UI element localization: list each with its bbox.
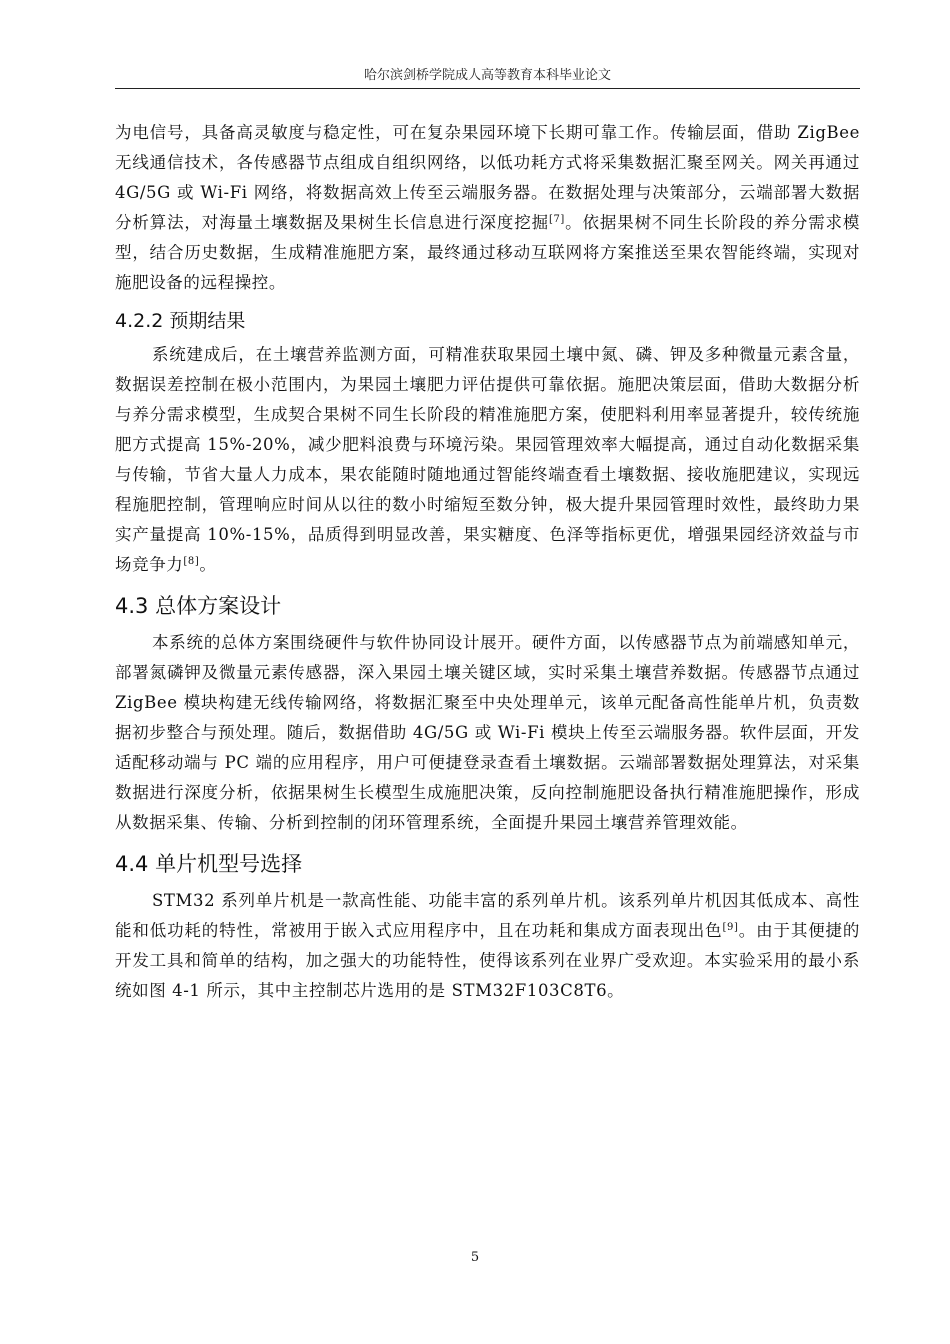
paragraph-continued	[115, 118, 860, 298]
citation-8: [8]	[183, 556, 200, 567]
heading-4-2-2: 4.2.2 预期结果	[115, 310, 246, 332]
paragraph-text: 。	[199, 555, 217, 574]
page-number: 5	[470, 1250, 480, 1265]
paragraph-text: 。依据果树不同生长阶段的养分需求模型，结合历史数据，生成精准施肥方案，最终通过移动互联网将方案推送至果农智能终端，实现对施肥设备的远程操控。	[115, 213, 861, 292]
heading-4-4: 4.4 单片机型号选择	[115, 852, 303, 876]
paragraph-text: STM32 系列单片机是一款高性能、功能丰富的系列单片机。该系列单片机因其低成本、高性能和低功耗的特性，常被用于嵌入式应用程序中，且在功耗和集成方面表现出色	[115, 891, 860, 940]
running-header: 哈尔滨剑桥学院成人高等教育本科毕业论文	[363, 68, 611, 83]
paragraph-mcu-selection	[115, 886, 860, 1006]
paragraph-overall-design: 本系统的总体方案围绕硬件与软件协同设计展开。硬件方面，以传感器节点为前端感知单元，部署氮磷钾及微量元素传感器，深入果园土壤关键区域，实时采集土壤营养数据。传感器节点通过 ZigBee 模块构建无线传输网络，将数据汇聚至中央处理单元，该单元配备高性能单片机，负责数据初步整合与预处理。随后，数据借助 4G/5G 或 Wi-Fi 模块上传至云端服务器。软件层面，开发适配移动端与 PC 端的应用程序，用户可便捷登录查看土壤数据。云端部署数据处理算法，对采集数据进行深度分析，依据果树生长模型生成施肥决策，反向控制施肥设备执行精准施肥操作，形成从数据采集、传输、分析到控制的闭环管理系统，全面提升果园土壤营养管理效能。	[115, 633, 860, 832]
page-body	[115, 118, 860, 1006]
paragraph-text: 为电信号，具备高灵敏度与稳定性，可在复杂果园环境下长期可靠工作。传输层面，借助 ZigBee 无线通信技术，各传感器节点组成自组织网络，以低功耗方式将采集数据汇聚至网关。网关再通过 4G/5G 或 Wi-Fi 网络，将数据高效上传至云端服务器。在数据处理与决策部分，云端部署大数据分析算法，对海量土壤数据及果树生长信息进行深度挖掘	[115, 123, 860, 232]
paragraph-text: 。由于其便捷的开发工具和简单的结构，加之强大的功能特性，使得该系列在业界广受欢迎。本实验采用的最小系统如图 4-1 所示，其中主控制芯片选用的是 STM32F103C8T6。	[115, 921, 861, 1000]
header-rule	[115, 88, 860, 89]
paragraph-expected-results	[115, 340, 860, 580]
heading-4-3: 4.3 总体方案设计	[115, 594, 282, 618]
citation-7: [7]	[548, 214, 565, 225]
paragraph-text: 系统建成后，在土壤营养监测方面，可精准获取果园土壤中氮、磷、钾及多种微量元素含量，数据误差控制在极小范围内，为果园土壤肥力评估提供可靠依据。施肥决策层面，借助大数据分析与养分需求模型，生成契合果树不同生长阶段的精准施肥方案，使肥料利用率显著提升，较传统施肥方式提高 15%-20%，减少肥料浪费与环境污染。果园管理效率大幅提高，通过自动化数据采集与传输，节省大量人力成本，果农能随时随地通过智能终端查看土壤数据、接收施肥建议，实现远程施肥控制，管理响应时间从以往的数小时缩短至数分钟，极大提升果园管理时效性，最终助力果实产量提高 10%-15%，品质得到明显改善，果实糖度、色泽等指标更优，增强果园经济效益与市场竞争力	[115, 345, 860, 574]
citation-9: [9]	[722, 922, 739, 933]
